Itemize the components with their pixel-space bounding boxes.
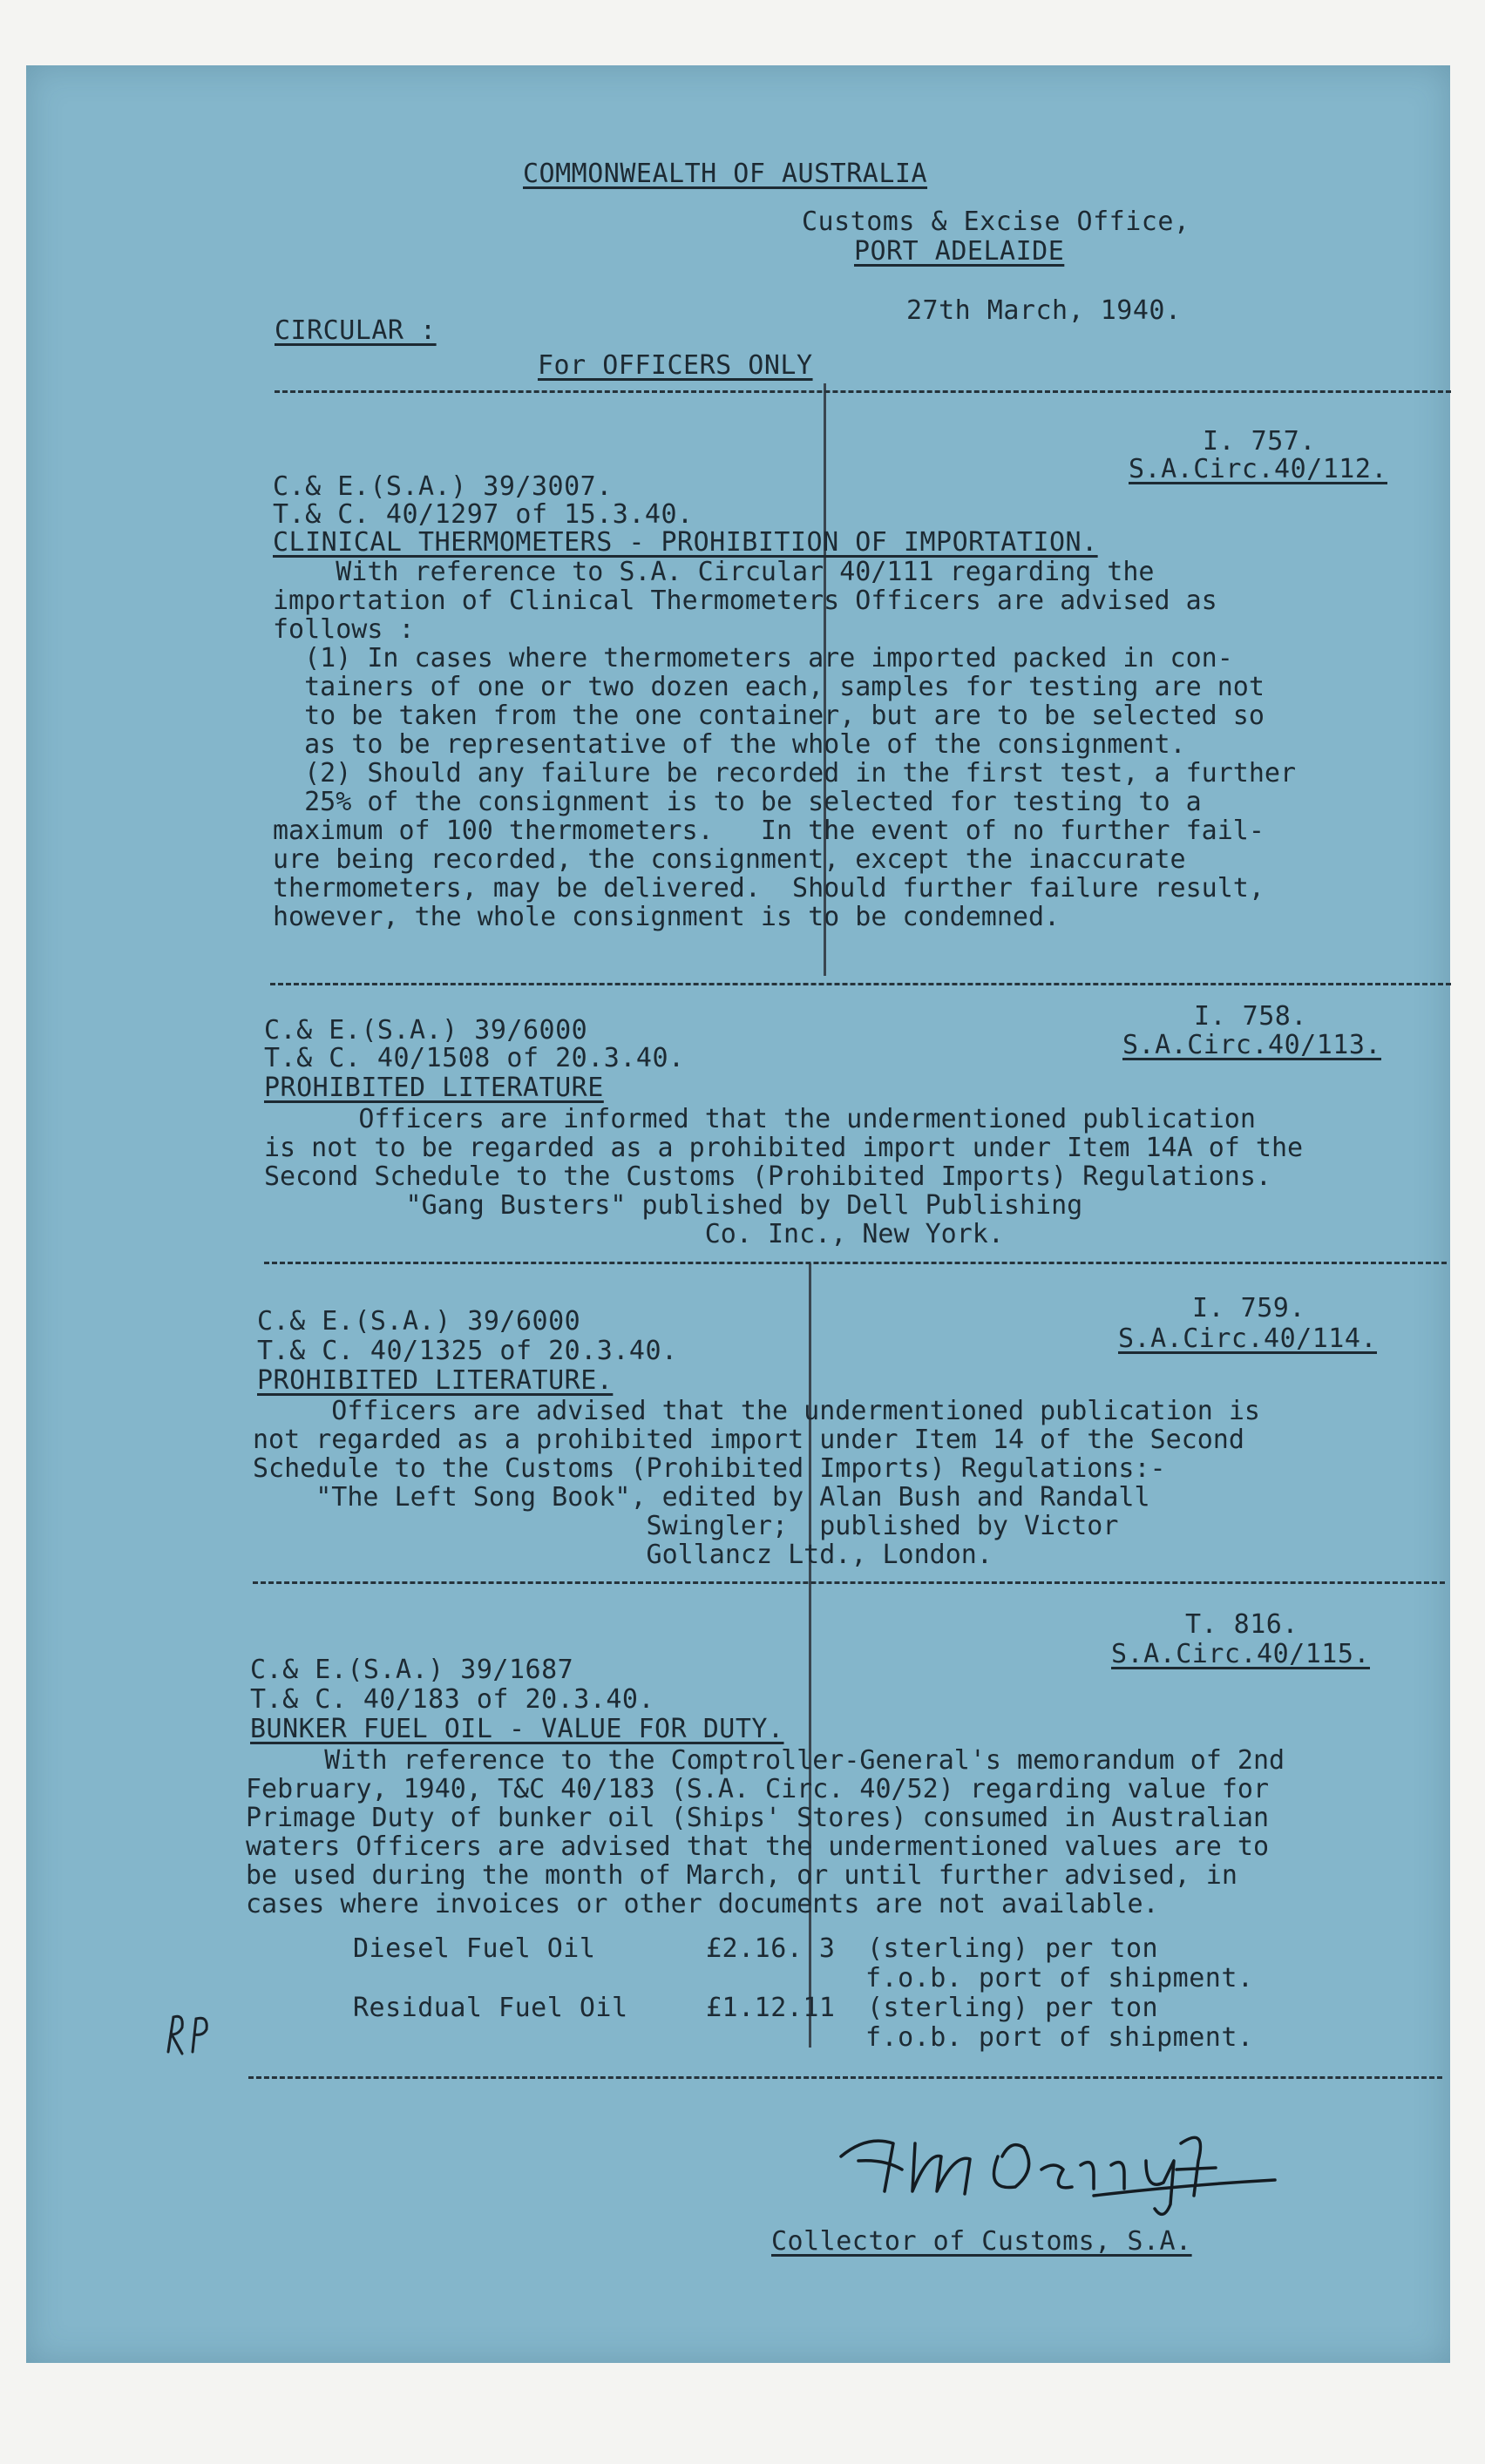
body-line: tainers of one or two dozen each, samples for testing are not: [273, 672, 1265, 702]
body-line: to be taken from the one container, but are to be selected so: [273, 701, 1265, 731]
header-office: Customs & Excise Office,: [802, 206, 1190, 237]
section-body: [253, 1397, 1260, 1569]
body-line: however, the whole consignment is to be condemned.: [273, 902, 1061, 932]
body-line: (1) In cases where thermometers are imported packed in con-: [273, 643, 1233, 674]
body-line: Primage Duty of bunker oil (Ships' Stores) consumed in Australian: [246, 1803, 1269, 1833]
header-title: COMMONWEALTH OF AUSTRALIA: [523, 159, 928, 189]
fold-line: [809, 1263, 811, 2048]
body-line: Officers are advised that the undermentioned publication is: [253, 1396, 1260, 1426]
divider: [270, 983, 1451, 985]
body-line: be used during the month of March, or until further advised, in: [246, 1860, 1238, 1891]
fuel-terms: (sterling) per ton: [867, 1993, 1159, 2023]
section-circular: S.A.Circ.40/115.: [1111, 1639, 1370, 1669]
circular-label: CIRCULAR :: [275, 315, 437, 346]
divider: [253, 1581, 1445, 1584]
body-line: 25% of the consignment is to be selected for testing to a: [273, 787, 1202, 817]
section-ref: T.& C. 40/1508 of 20.3.40.: [264, 1043, 685, 1073]
body-line: as to be representative of the whole of the consignment.: [273, 729, 1186, 760]
fuel-terms: (sterling) per ton: [867, 1933, 1159, 1964]
fuel-price: £1.12.11: [706, 1993, 836, 2023]
section-ref: C.& E.(S.A.) 39/6000: [264, 1015, 588, 1046]
audience-label: For OFFICERS ONLY: [538, 350, 813, 381]
section-ref: C.& E.(S.A.) 39/1687: [250, 1655, 574, 1685]
section-number: T. 816.: [1185, 1609, 1299, 1640]
divider: [264, 1262, 1447, 1264]
body-line: Co. Inc., New York.: [264, 1219, 1004, 1249]
fuel-price: £2.16. 3: [706, 1933, 836, 1964]
body-line: Officers are informed that the undermentioned publication: [264, 1104, 1256, 1134]
fuel-item: Residual Fuel Oil: [353, 1993, 628, 2023]
section-body: [273, 558, 1296, 931]
section-circular: S.A.Circ.40/113.: [1122, 1030, 1381, 1060]
section-number: I. 758.: [1194, 1001, 1307, 1032]
body-line: not regarded as a prohibited import under Item 14 of the Second: [253, 1425, 1244, 1455]
body-line: waters Officers are advised that the undermentioned values are to: [246, 1831, 1269, 1862]
signoff: Collector of Customs, S.A.: [771, 2226, 1192, 2257]
body-line: February, 1940, T&C 40/183 (S.A. Circ. 40/52) regarding value for: [246, 1774, 1269, 1804]
section-ref: C.& E.(S.A.) 39/3007.: [273, 471, 613, 502]
divider: [248, 2076, 1442, 2079]
body-line: thermometers, may be delivered. Should further failure result,: [273, 873, 1265, 904]
body-line: With reference to S.A. Circular 40/111 regarding the: [273, 557, 1155, 587]
body-line: cases where invoices or other documents are not available.: [246, 1889, 1159, 1919]
section-number: I. 757.: [1203, 426, 1316, 457]
section-ref: T.& C. 40/1325 of 20.3.40.: [257, 1336, 678, 1366]
section-heading: PROHIBITED LITERATURE: [264, 1073, 604, 1103]
body-line: Schedule to the Customs (Prohibited Imports) Regulations:-: [253, 1453, 1166, 1484]
section-number: I. 759.: [1192, 1293, 1305, 1323]
divider: [275, 390, 1451, 393]
body-line: Swingler; published by Victor: [253, 1511, 1119, 1541]
section-heading: BUNKER FUEL OIL - VALUE FOR DUTY.: [250, 1714, 784, 1744]
section-circular: S.A.Circ.40/114.: [1118, 1323, 1377, 1354]
handwritten-initials: [161, 2008, 222, 2061]
fuel-terms: f.o.b. port of shipment.: [865, 2022, 1254, 2053]
body-line: "Gang Busters" published by Dell Publishing: [264, 1190, 1083, 1221]
body-line: maximum of 100 thermometers. In the event of no further fail-: [273, 816, 1265, 846]
body-line: With reference to the Comptroller-General's memorandum of 2nd: [246, 1745, 1285, 1776]
fuel-terms: f.o.b. port of shipment.: [865, 1963, 1254, 1994]
body-line: Second Schedule to the Customs (Prohibited Imports) Regulations.: [264, 1161, 1271, 1192]
section-ref: C.& E.(S.A.) 39/6000: [257, 1306, 581, 1337]
section-body: [246, 1746, 1285, 1919]
body-line: Gollancz Ltd., London.: [253, 1540, 993, 1570]
header-location: PORT ADELAIDE: [854, 236, 1065, 267]
body-line: follows :: [273, 614, 415, 645]
body-line: is not to be regarded as a prohibited import under Item 14A of the: [264, 1133, 1304, 1163]
body-line: importation of Clinical Thermometers Officers are advised as: [273, 586, 1217, 616]
header-date: 27th March, 1940.: [906, 295, 1182, 326]
section-heading: PROHIBITED LITERATURE.: [257, 1365, 614, 1396]
section-circular: S.A.Circ.40/112.: [1129, 454, 1387, 484]
section-ref: T.& C. 40/183 of 20.3.40.: [250, 1684, 655, 1715]
fuel-item: Diesel Fuel Oil: [353, 1933, 596, 1964]
body-line: "The Left Song Book", edited by Alan Bush and Randall: [253, 1482, 1150, 1513]
signature: [832, 2109, 1285, 2222]
section-heading: CLINICAL THERMOMETERS - PROHIBITION OF IMPORTATION.: [273, 527, 1098, 558]
section-ref: T.& C. 40/1297 of 15.3.40.: [273, 499, 694, 530]
body-line: (2) Should any failure be recorded in the first test, a further: [273, 758, 1296, 789]
body-line: ure being recorded, the consignment, except the inaccurate: [273, 844, 1186, 875]
section-body: [264, 1105, 1303, 1249]
